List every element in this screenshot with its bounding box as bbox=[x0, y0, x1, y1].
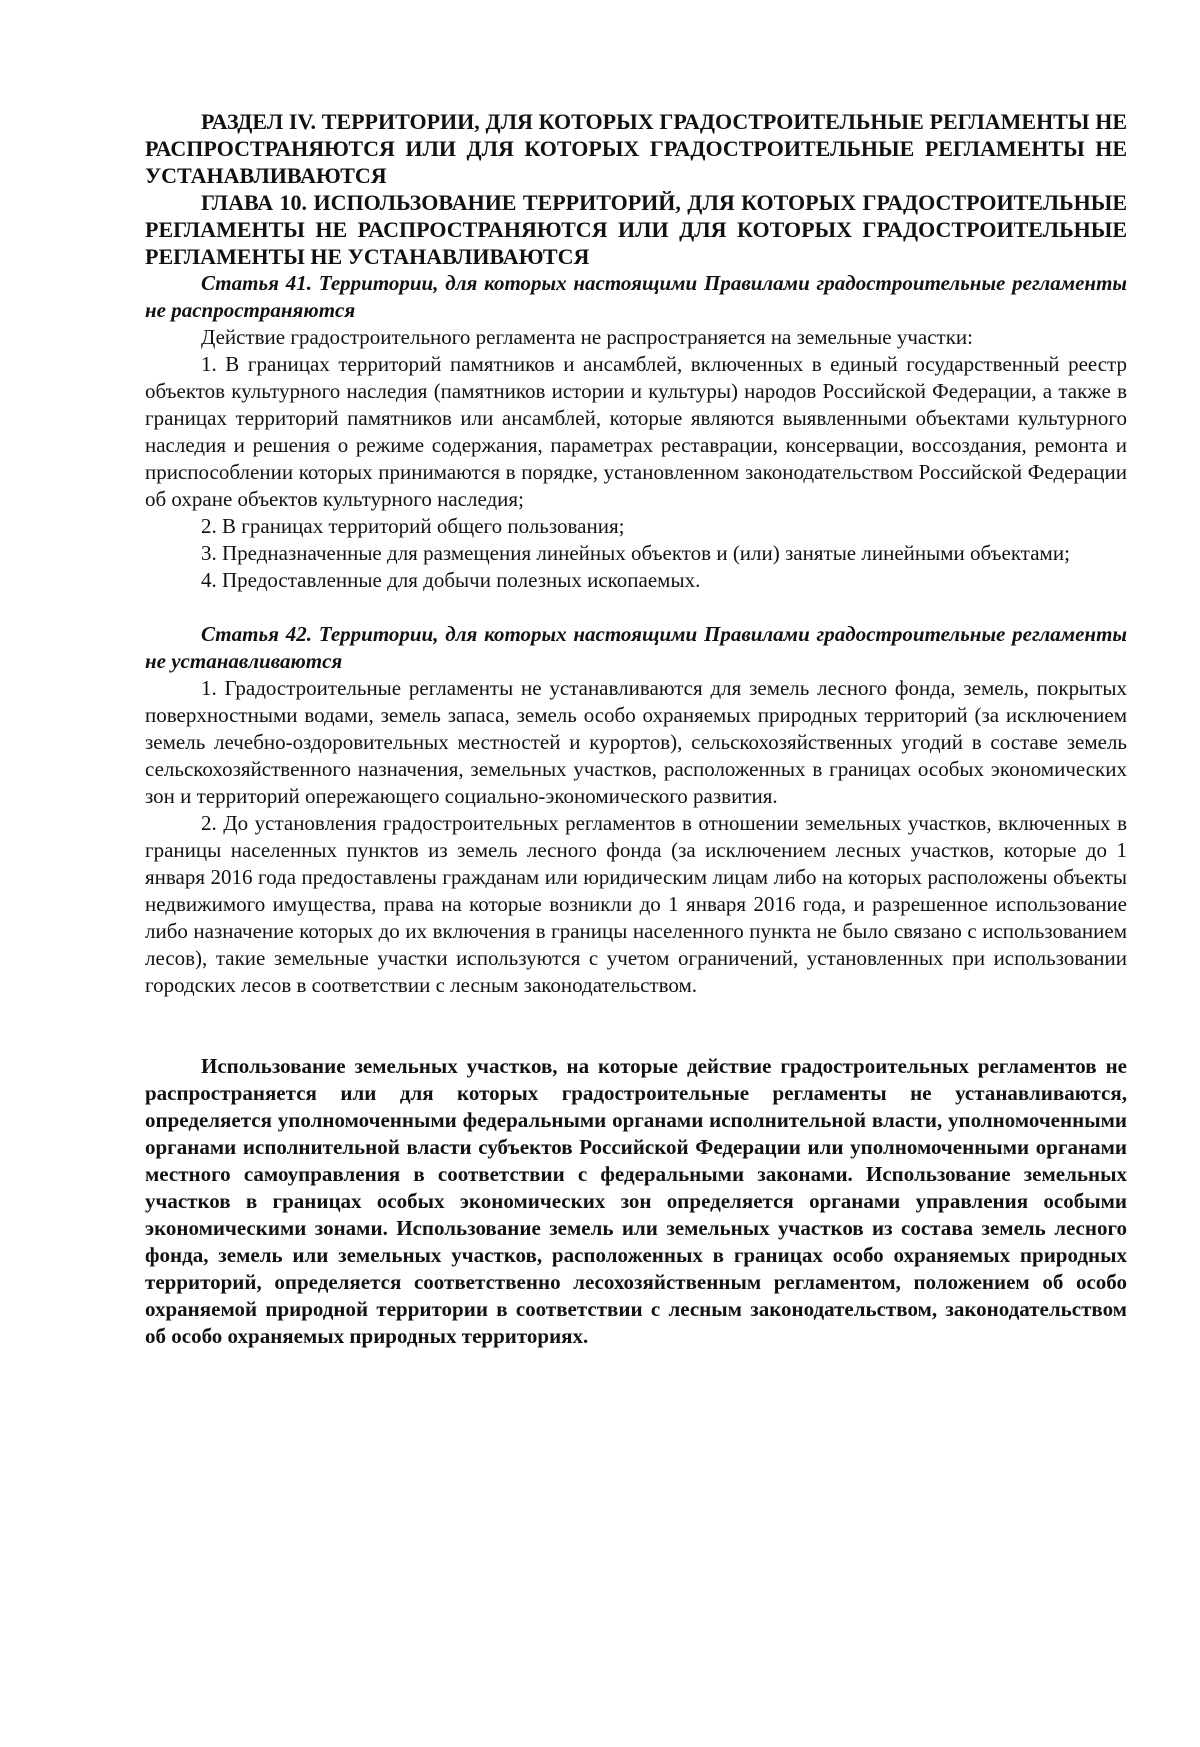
spacer bbox=[145, 999, 1127, 1053]
article-41-title: Статья 41. Территории, для которых настоящими Правилами градостроительные регламенты не распространяются bbox=[145, 271, 1127, 322]
article-42-title: Статья 42. Территории, для которых настоящими Правилами градостроительные регламенты не устанавливаются bbox=[145, 622, 1127, 673]
closing-paragraph: Использование земельных участков, на которые действие градостроительных регламентов не распространяется или для которых градостроительные регламенты не устанавливаются, определяется уполномоченными федеральными органами исполнительной власти, уполномоченными органами исполнительной власти субъектов Российской Федерации или уполномоченными органами местного самоуправления в соответствии с федеральными законами. Использование земельных участков в границах особых экономических зон определяется органами управления особыми экономическими зонами. Использование земель или земельных участков из состава земель лесного фонда, земель или земельных участков, расположенных в границах особо охраняемых природных территорий, определяется соответственно лесохозяйственным регламентом, положением об особо охраняемой природной территории в соответствии с лесным законодательством, законодательством об особо охраняемых природных территориях. bbox=[145, 1054, 1127, 1348]
chapter-title: ГЛАВА 10. ИСПОЛЬЗОВАНИЕ ТЕРРИТОРИЙ, ДЛЯ КОТОРЫХ ГРАДОСТРОИТЕЛЬНЫЕ РЕГЛАМЕНТЫ НЕ РАСПРОСТРАНЯЮТСЯ ИЛИ ДЛЯ КОТОРЫХ ГРАДОСТРОИТЕЛЬНЫЕ РЕГЛАМЕНТЫ НЕ УСТАНАВЛИВАЮТСЯ bbox=[145, 190, 1127, 269]
article-42-item-2: 2. До установления градостроительных регламентов в отношении земельных участков, включенных в границы населенных пунктов из земель лесного фонда (за исключением лесных участков, которые до 1 января 2016 года предоставлены гражданам или юридическим лицам либо на которых расположены объекты недвижимого имущества, права на которые возникли до 1 января 2016 года, и разрешенное использование либо назначение которых до их включения в границы населенного пункта не было связано с использованием лесов), такие земельные участки используются с учетом ограничений, установленных при использовании городских лесов в соответствии с лесным законодательством. bbox=[145, 811, 1127, 997]
article-41-item-2: 2. В границах территорий общего пользования; bbox=[201, 514, 625, 538]
article-42-item-1: 1. Градостроительные регламенты не устанавливаются для земель лесного фонда, земель, покрытых поверхностными водами, земель запаса, земель особо охраняемых природных территорий (за исключением земель лечебно-оздоровительных местностей и курортов), сельскохозяйственных угодий в составе земель сельскохозяйственного назначения, земельных участков, расположенных в границах особых экономических зон и территорий опережающего социально-экономического развития. bbox=[145, 676, 1127, 808]
spacer bbox=[145, 594, 1127, 621]
document-page bbox=[145, 108, 1127, 1350]
article-41-intro: Действие градостроительного регламента не распространяется на земельные участки: bbox=[201, 325, 973, 349]
section-title: РАЗДЕЛ IV. ТЕРРИТОРИИ, ДЛЯ КОТОРЫХ ГРАДОСТРОИТЕЛЬНЫЕ РЕГЛАМЕНТЫ НЕ РАСПРОСТРАНЯЮТСЯ ИЛИ ДЛЯ КОТОРЫХ ГРАДОСТРОИТЕЛЬНЫЕ РЕГЛАМЕНТЫ НЕ УСТАНАВЛИВАЮТСЯ bbox=[145, 109, 1127, 188]
article-41-item-4: 4. Предоставленные для добычи полезных ископаемых. bbox=[201, 568, 701, 592]
article-41-item-1: 1. В границах территорий памятников и ансамблей, включенных в единый государственный реестр объектов культурного наследия (памятников истории и культуры) народов Российской Федерации, а также в границах территорий памятников или ансамблей, которые являются выявленными объектами культурного наследия и решения о режиме содержания, параметрах реставрации, консервации, воссоздания, ремонта и приспособлении которых принимаются в порядке, установленном законодательством Российской Федерации об охране объектов культурного наследия; bbox=[145, 352, 1127, 511]
article-41-item-3: 3. Предназначенные для размещения линейных объектов и (или) занятые линейными объектами; bbox=[201, 541, 1070, 565]
